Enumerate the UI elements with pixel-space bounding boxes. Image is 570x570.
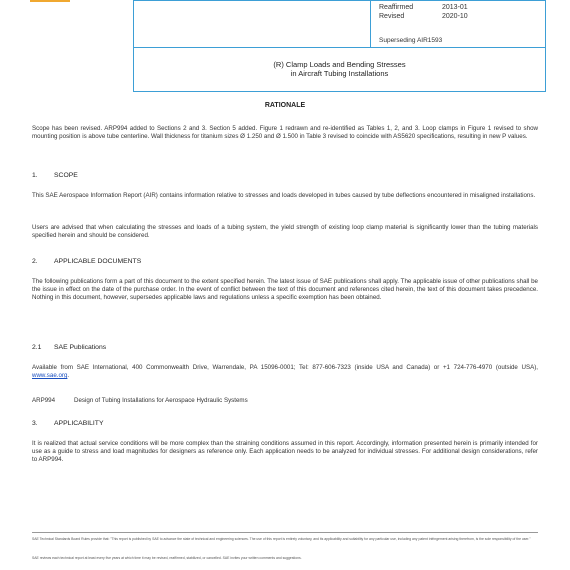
document-title-box <box>133 48 546 92</box>
section-1-title: SCOPE <box>54 172 78 179</box>
reaffirmed-label: Reaffirmed <box>379 4 414 11</box>
section-3-paragraph-1: It is realized that actual service conditions will be more complex than the straining conditions assumed in this report. Accordingly, information presented herein is primarily intended for use as a guide to stress and load magnitudes for designers as reference only. Each application needs to be analyzed for individual stresses. For additional design considerations, refer to ARP994. <box>32 440 538 464</box>
section-2-number: 2. <box>32 258 38 265</box>
sae-contact-text: Available from SAE International, 400 Commonwealth Drive, Warrendale, PA 15096-0001; Tel: 877-606-7323 (inside USA and Canada) or +1 724-776-4970 (outside USA), <box>32 364 538 371</box>
section-3-title: APPLICABILITY <box>54 420 104 427</box>
revised-row <box>379 13 468 20</box>
section-1-paragraph-1: This SAE Aerospace Information Report (AIR) contains information relative to stresses and loads developed in tubes caused by tube deflections encountered in misaligned installations. <box>32 192 536 199</box>
section-3-heading <box>32 420 104 427</box>
rationale-heading: RATIONALE <box>264 102 306 109</box>
footer-divider <box>32 532 538 533</box>
revised-value: 2020-10 <box>442 13 468 20</box>
footer-disclaimer-1: SAE Technical Standards Board Rules provide that: "This report is published by SAE to advance the state of technical and engineering sciences. The use of this report is entirely voluntary, and its applicability and suitability for any particular use, including any patent infringement arising therefrom, is the sole responsibility of the user." <box>32 537 531 541</box>
section-1-number: 1. <box>32 172 38 179</box>
rationale-text: Scope has been revised. ARP994 added to Sections 2 and 3. Section 5 added. Figure 1 redrawn and re-identified as Tables 1, 2, and 3. Loop clamps in Figure 1 revised to show mounting position is above tube centerline. Wall thickness for titanium sizes Ø 1.250 and Ø 1.500 in Table 3 revised to coincide with AS5620 specifications, resulting in new P values. <box>32 125 538 141</box>
section-3-number: 3. <box>32 420 38 427</box>
section-2-1-paragraph: Available from SAE International, 400 Commonwealth Drive, Warrendale, PA 15096-0001; Tel: 877-606-7323 (inside USA and Canada) or +1 724-776-4970 (outside USA), www.sae.org. <box>32 364 538 380</box>
reference-title: Design of Tubing Installations for Aerospace Hydraulic Systems <box>74 397 248 404</box>
reference-code: ARP994 <box>32 397 56 404</box>
section-2-heading <box>32 258 141 265</box>
document-title-line2: in Aircraft Tubing Installations <box>290 69 389 78</box>
section-2-title: APPLICABLE DOCUMENTS <box>54 258 142 265</box>
footer-disclaimer-2: SAE reviews each technical report at least every five years at which time it may be revised, reaffirmed, stabilized, or cancelled. SAE invites your written comments and suggestions. <box>32 556 302 560</box>
section-1-heading <box>32 172 78 179</box>
reaffirmed-value: 2013-01 <box>442 4 468 11</box>
section-1-paragraph-2: Users are advised that when calculating the stresses and loads of a tubing system, the yield strength of existing loop clamp material is significantly lower than the tubing materials specified herein and should be considered. <box>32 224 538 240</box>
reaffirmed-row <box>379 4 468 11</box>
revised-label: Revised <box>379 13 405 20</box>
sae-website-link[interactable]: www.sae.org <box>32 372 68 380</box>
brand-accent-bar <box>30 0 70 2</box>
header-left-cell <box>133 0 370 48</box>
reference-arp994 <box>32 397 248 404</box>
section-2-1-number: 2.1 <box>32 344 42 351</box>
section-2-1-title: SAE Publications <box>54 344 107 351</box>
superseding-note: Superseding AIR1593 <box>379 37 443 44</box>
section-2-1-heading <box>32 344 106 351</box>
section-2-paragraph-1: The following publications form a part of this document to the extent specified herein. The latest issue of SAE publications shall apply. The applicable issue of other publications shall be the issue in effect on the date of the purchase order. In the event of conflict between the text of this document and references cited herein, the text of this document takes precedence. Nothing in this document, however, supersedes applicable laws and regulations unless a specific exemption has been obtained. <box>32 278 538 302</box>
document-title-line1: (R) Clamp Loads and Bending Stresses <box>273 60 406 69</box>
